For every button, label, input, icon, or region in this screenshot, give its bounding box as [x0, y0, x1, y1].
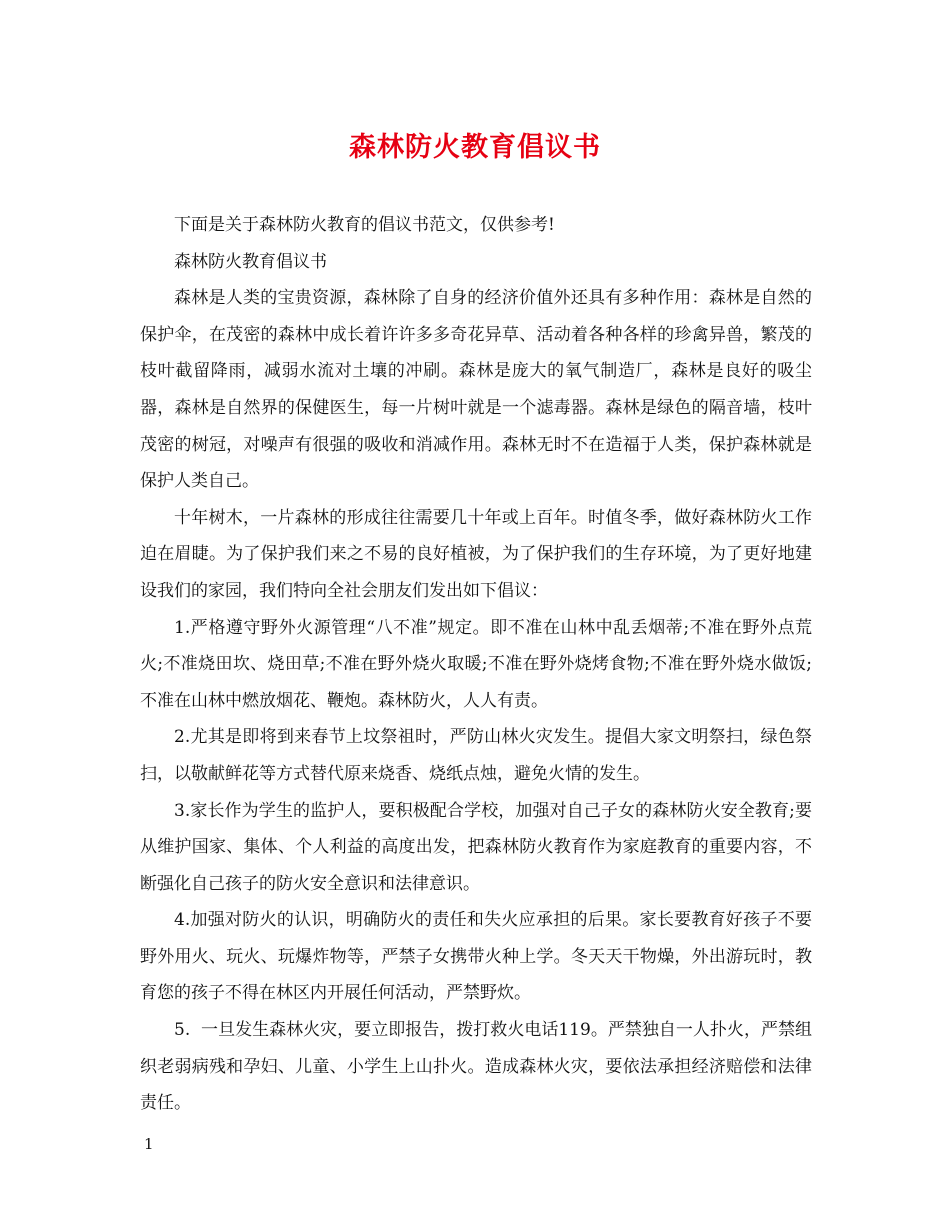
page-number: 1 [144, 1135, 154, 1153]
document-body [140, 207, 812, 1122]
proposal-item-3: 3.家长作为学生的监护人，要积极配合学校，加强对自己子女的森林防火安全教育;要从维护国家、集体、个人利益的高度出发，把森林防火教育作为家庭教育的重要内容，不断强化自己孩子的防火安全意识和法律意识。 [140, 800, 812, 894]
proposal-item-2: 2.尤其是即将到来春节上坟祭祖时，严防山林火灾发生。提倡大家文明祭扫，绿色祭扫，以敬献鲜花等方式替代原来烧香、烧纸点烛，避免火情的发生。 [140, 727, 812, 784]
body-paragraph: 森林是人类的宝贵资源，森林除了自身的经济价值外还具有多种作用：森林是自然的保护伞，在茂密的森林中成长着许许多多奇花异草、活动着各种各样的珍禽异兽，繁茂的枝叶截留降雨，减弱水流对土壤的冲刷。森林是庞大的氧气制造厂，森林是良好的吸尘器，森林是自然界的保健医生，每一片树叶就是一个滤毒器。森林是绿色的隔音墙，枝叶茂密的树冠，对噪声有很强的吸收和消减作用。森林无时不在造福于人类，保护森林就是保护人类自己。 [140, 288, 812, 492]
proposal-item-5: 5. 一旦发生森林火灾，要立即报告，拨打救火电话119。严禁独自一人扑火，严禁组织老弱病残和孕妇、儿童、小学生上山扑火。造成森林火灾，要依法承担经济赔偿和法律责任。 [140, 1020, 812, 1114]
intro-paragraph: 下面是关于森林防火教育的倡议书范文，仅供参考! [174, 215, 555, 235]
proposal-item-1: 1.严格遵守野外火源管理“八不准”规定。即不准在山林中乱丢烟蒂;不准在野外点荒火;不准烧田坎、烧田草;不准在野外烧火取暖;不准在野外烧烤食物;不准在野外烧水做饭;不准在山林中燃放烟花、鞭炮。森林防火，人人有责。 [140, 617, 812, 711]
subtitle-paragraph: 森林防火教育倡议书 [174, 251, 327, 272]
body-paragraph: 十年树木，一片森林的形成往往需要几十年或上百年。时值冬季，做好森林防火工作迫在眉睫。为了保护我们来之不易的良好植被，为了保护我们的生存环境，为了更好地建设我们的家园，我们特向全社会朋友们发出如下倡议： [140, 507, 812, 601]
proposal-item-4: 4.加强对防火的认识，明确防火的责任和失火应承担的后果。家长要教育好孩子不要野外用火、玩火、玩爆炸物等，严禁子女携带火种上学。冬天天干物燥，外出游玩时，教育您的孩子不得在林区内开展任何活动，严禁野炊。 [140, 910, 812, 1004]
document-title: 森林防火教育倡议书 [349, 132, 601, 163]
